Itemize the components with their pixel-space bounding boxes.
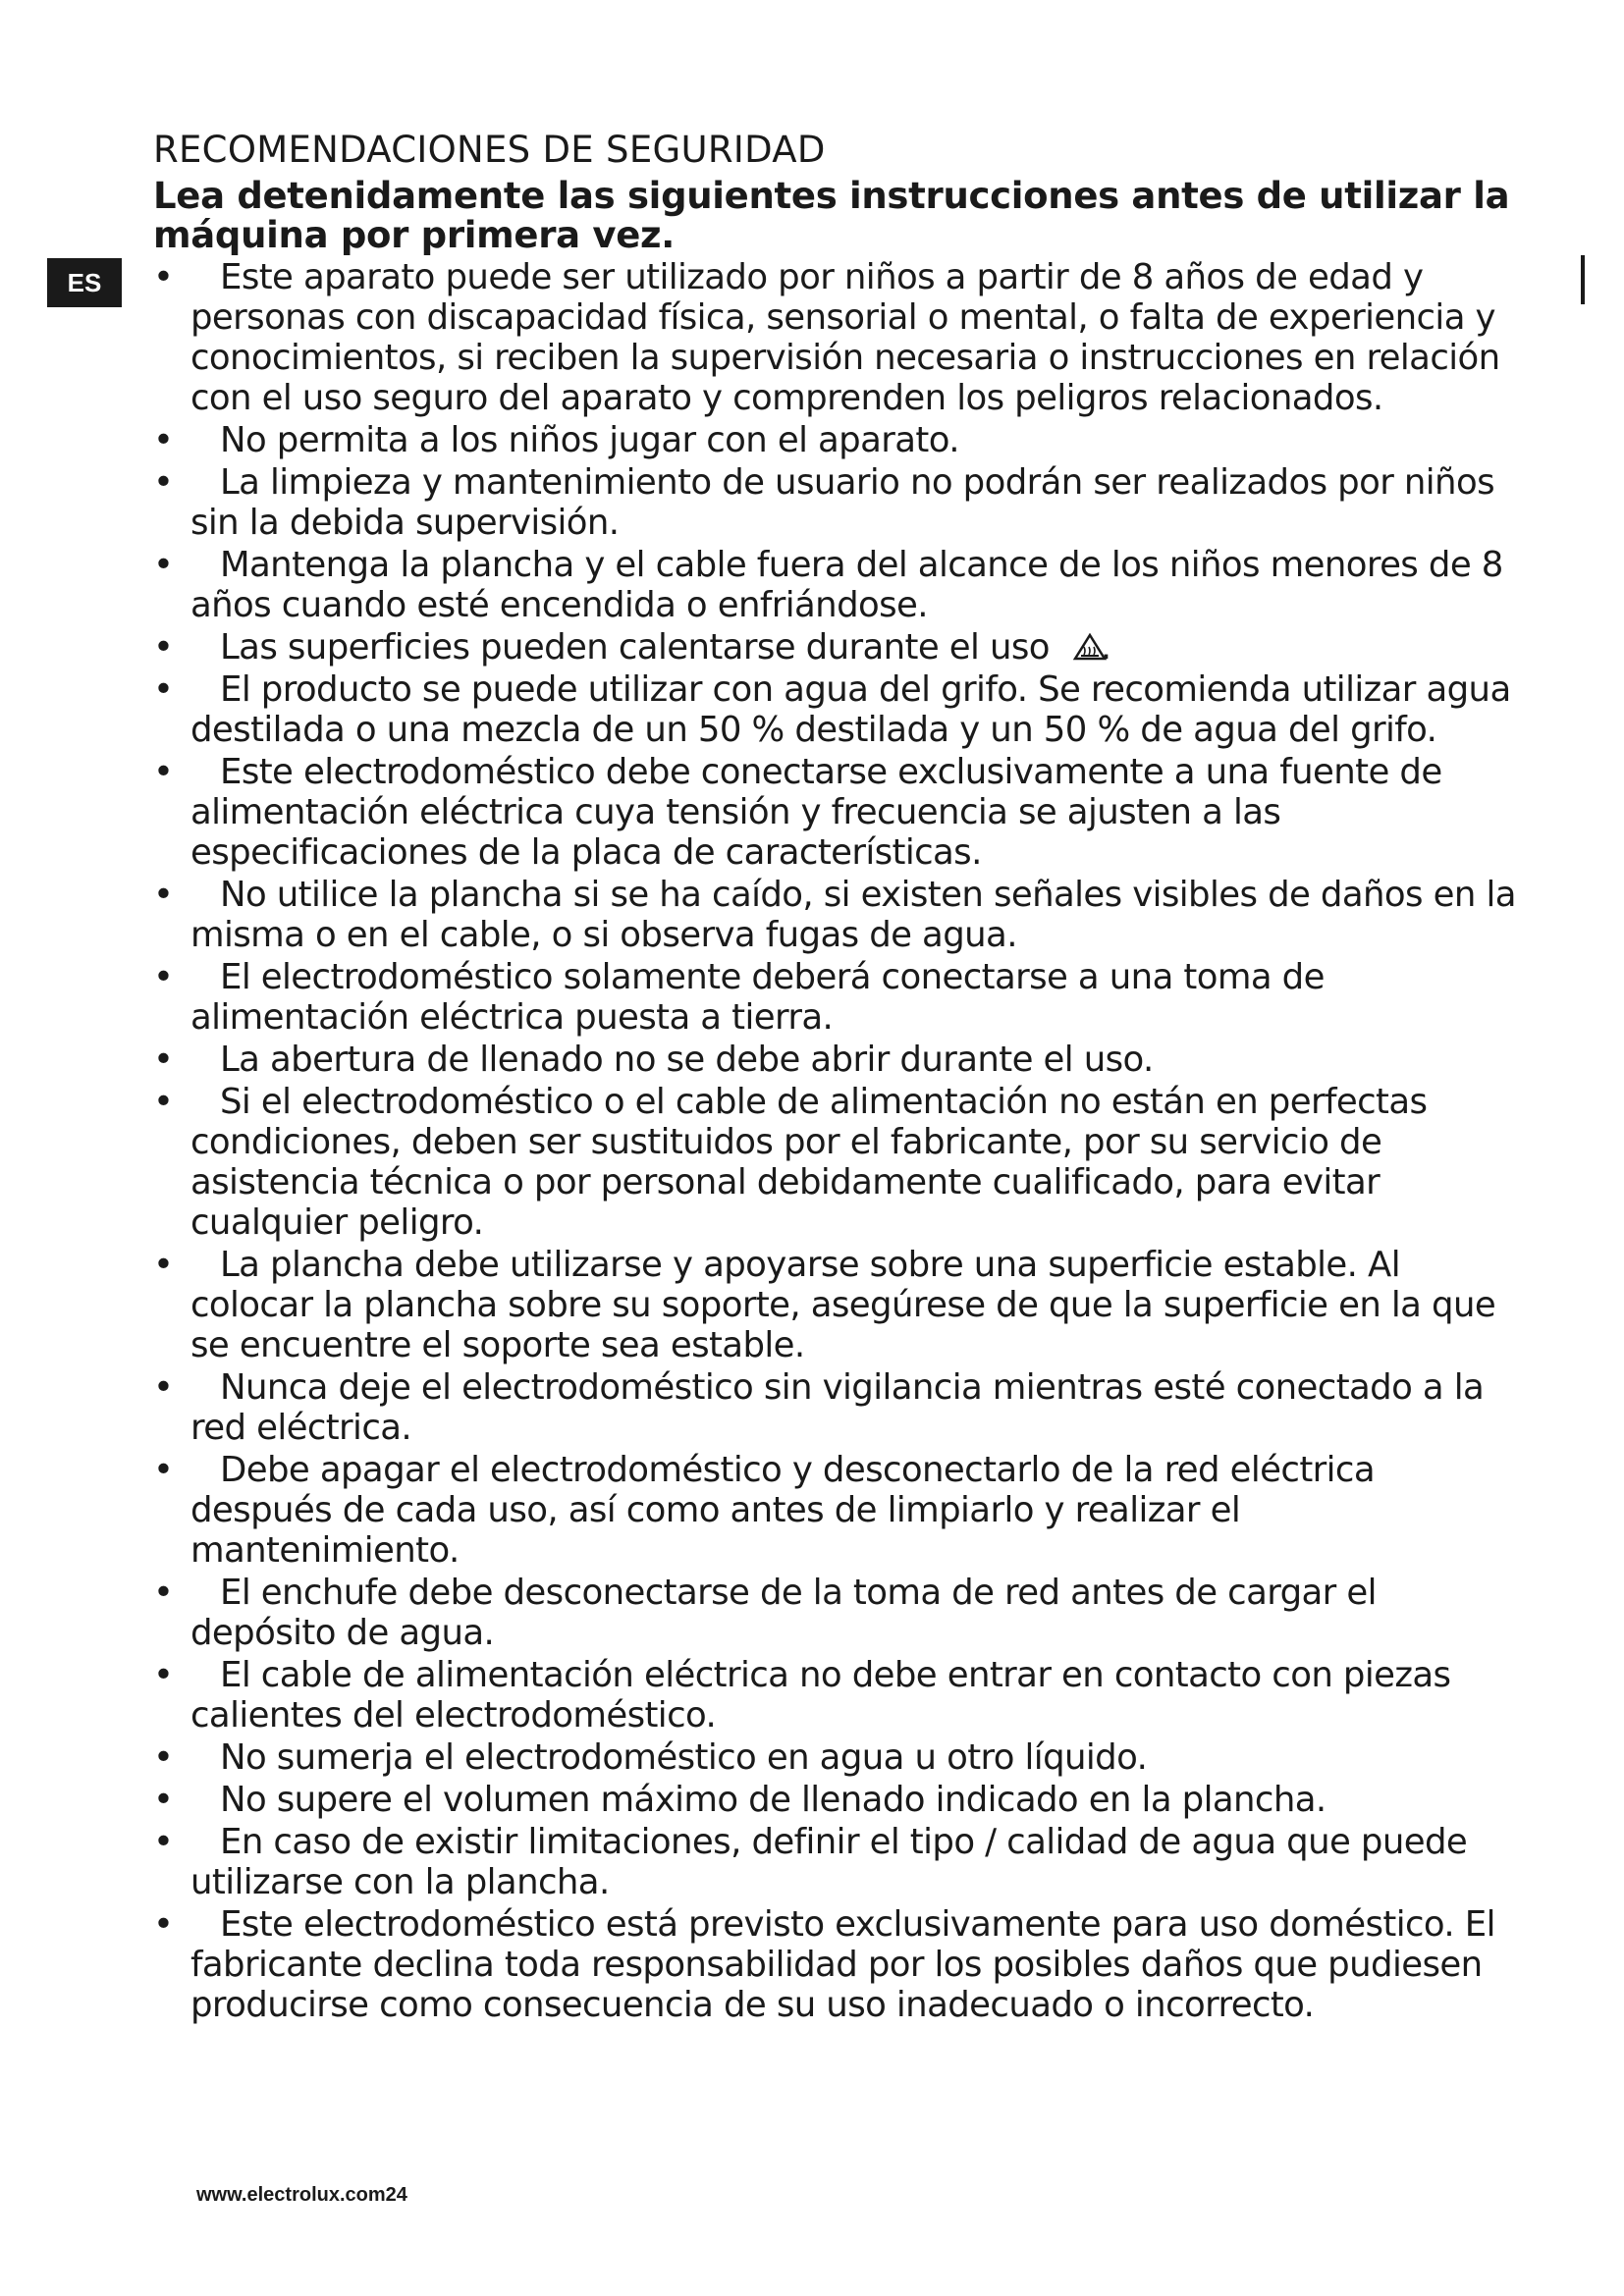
item-text: Este aparato puede ser utilizado por niños a partir de 8 años de edad y personas con discapacidad física, sensorial o mental, o falta de experiencia y conocimientos, si reciben la supervisión necesaria o instrucciones en relación con el uso seguro del aparato y comprenden los peligros relacionados. (190, 257, 1500, 418)
hot-surface-warning-icon (1044, 629, 1077, 657)
list-item (153, 1450, 1518, 1571)
item-text: No sumerja el electrodoméstico en agua u otro líquido. (220, 1737, 1148, 1778)
item-text: Nunca deje el electrodoméstico sin vigilancia mientras esté conectado a la red eléctrica. (190, 1367, 1485, 1448)
item-text: La abertura de llenado no se debe abrir durante el uso. (220, 1040, 1154, 1080)
bullet-icon: • (153, 1245, 174, 1285)
bullet-icon: • (153, 957, 174, 997)
list-item (153, 1904, 1518, 2025)
list-item (153, 1822, 1518, 1902)
item-text: Este electrodoméstico está previsto exclusivamente para uso doméstico. El fabricante declina toda responsabilidad por los posibles daños que pudiesen producirse como consecuencia de su uso inadecuado o incorrecto. (190, 1904, 1495, 2025)
bullet-icon: • (153, 1367, 174, 1408)
list-item (153, 462, 1518, 543)
list-item (153, 669, 1518, 750)
item-text: La plancha debe utilizarse y apoyarse sobre una superficie estable. Al colocar la plancha sobre su soporte, asegúrese de que la superficie en la que se encuentre el soporte sea estable. (190, 1245, 1496, 1365)
item-text: El producto se puede utilizar con agua del grifo. Se recomienda utilizar agua destilada o una mezcla de un 50 % destilada y un 50 % de agua del grifo. (190, 669, 1511, 750)
item-text-with-icon (190, 627, 1518, 667)
footer-url-page-number: www.electrolux.com24 (196, 2184, 407, 2206)
item-text: Debe apagar el electrodoméstico y desconectarlo de la red eléctrica después de cada uso, así como antes de limpiarlo y realizar el mantenimiento. (190, 1450, 1375, 1571)
list-item (153, 257, 1518, 418)
list-item (153, 1780, 1518, 1820)
list-item (153, 1082, 1518, 1243)
list-item (153, 1040, 1518, 1080)
bullet-icon: • (153, 1904, 174, 1945)
item-text: El electrodoméstico solamente deberá conectarse a una toma de alimentación eléctrica puesta a tierra. (190, 957, 1325, 1038)
bullet-icon: • (153, 875, 174, 915)
section-title: RECOMENDACIONES DE SEGURIDAD (153, 129, 826, 171)
language-badge: ES (47, 258, 122, 307)
bullet-icon: • (153, 669, 174, 710)
bullet-icon: • (153, 627, 174, 667)
list-item (153, 1245, 1518, 1365)
safety-list (153, 257, 1518, 2025)
page-edge-marker (1581, 255, 1585, 304)
bullet-icon: • (153, 1780, 174, 1820)
bullet-icon: • (153, 257, 174, 297)
safety-section (153, 128, 1518, 2027)
list-item (153, 420, 1518, 460)
item-text: No supere el volumen máximo de llenado indicado en la plancha. (220, 1780, 1326, 1820)
lead-instruction: Lea detenidamente las siguientes instrucciones antes de utilizar la máquina por primera vez. (153, 175, 1510, 256)
item-text: Si el electrodoméstico o el cable de alimentación no están en perfectas condiciones, deben ser sustituidos por el fabricante, por su servicio de asistencia técnica o por personal debidamente cualificado, para evitar cualquier peligro. (190, 1082, 1428, 1243)
bullet-icon: • (153, 462, 174, 503)
list-item (153, 1655, 1518, 1735)
bullet-icon: • (153, 1450, 174, 1490)
bullet-icon: • (153, 1573, 174, 1613)
item-text: En caso de existir limitaciones, definir el tipo / calidad de agua que puede utilizarse con la plancha. (190, 1822, 1468, 1902)
item-text: Mantenga la plancha y el cable fuera del alcance de los niños menores de 8 años cuando esté encendida o enfriándose. (190, 545, 1503, 625)
bullet-icon: • (153, 1655, 174, 1695)
bullet-icon: • (153, 1822, 174, 1862)
bullet-icon: • (153, 1082, 174, 1122)
list-item (153, 1737, 1518, 1778)
item-text: Este electrodoméstico debe conectarse exclusivamente a una fuente de alimentación eléctrica cuya tensión y frecuencia se ajusten a las especificaciones de la placa de características. (190, 752, 1442, 873)
bullet-icon: • (153, 545, 174, 585)
list-item (153, 752, 1518, 873)
list-item (153, 545, 1518, 625)
bullet-icon: • (153, 1737, 174, 1778)
item-text: Las superficies pueden calentarse durante el uso (220, 627, 1050, 667)
list-item (153, 627, 1518, 667)
item-text: El enchufe debe desconectarse de la toma de red antes de cargar el depósito de agua. (190, 1573, 1377, 1653)
item-text: No permita a los niños jugar con el aparato. (220, 420, 959, 460)
bullet-icon: • (153, 420, 174, 460)
item-text: El cable de alimentación eléctrica no debe entrar en contacto con piezas calientes del electrodoméstico. (190, 1655, 1451, 1735)
list-item (153, 875, 1518, 955)
item-text: No utilice la plancha si se ha caído, si existen señales visibles de daños en la misma o en el cable, o si observa fugas de agua. (190, 875, 1516, 955)
list-item (153, 1367, 1518, 1448)
list-item (153, 1573, 1518, 1653)
item-text-suffix: . (1100, 627, 1111, 667)
item-text: La limpieza y mantenimiento de usuario no podrán ser realizados por niños sin la debida supervisión. (190, 462, 1494, 543)
bullet-icon: • (153, 752, 174, 792)
bullet-icon: • (153, 1040, 174, 1080)
list-item (153, 957, 1518, 1038)
